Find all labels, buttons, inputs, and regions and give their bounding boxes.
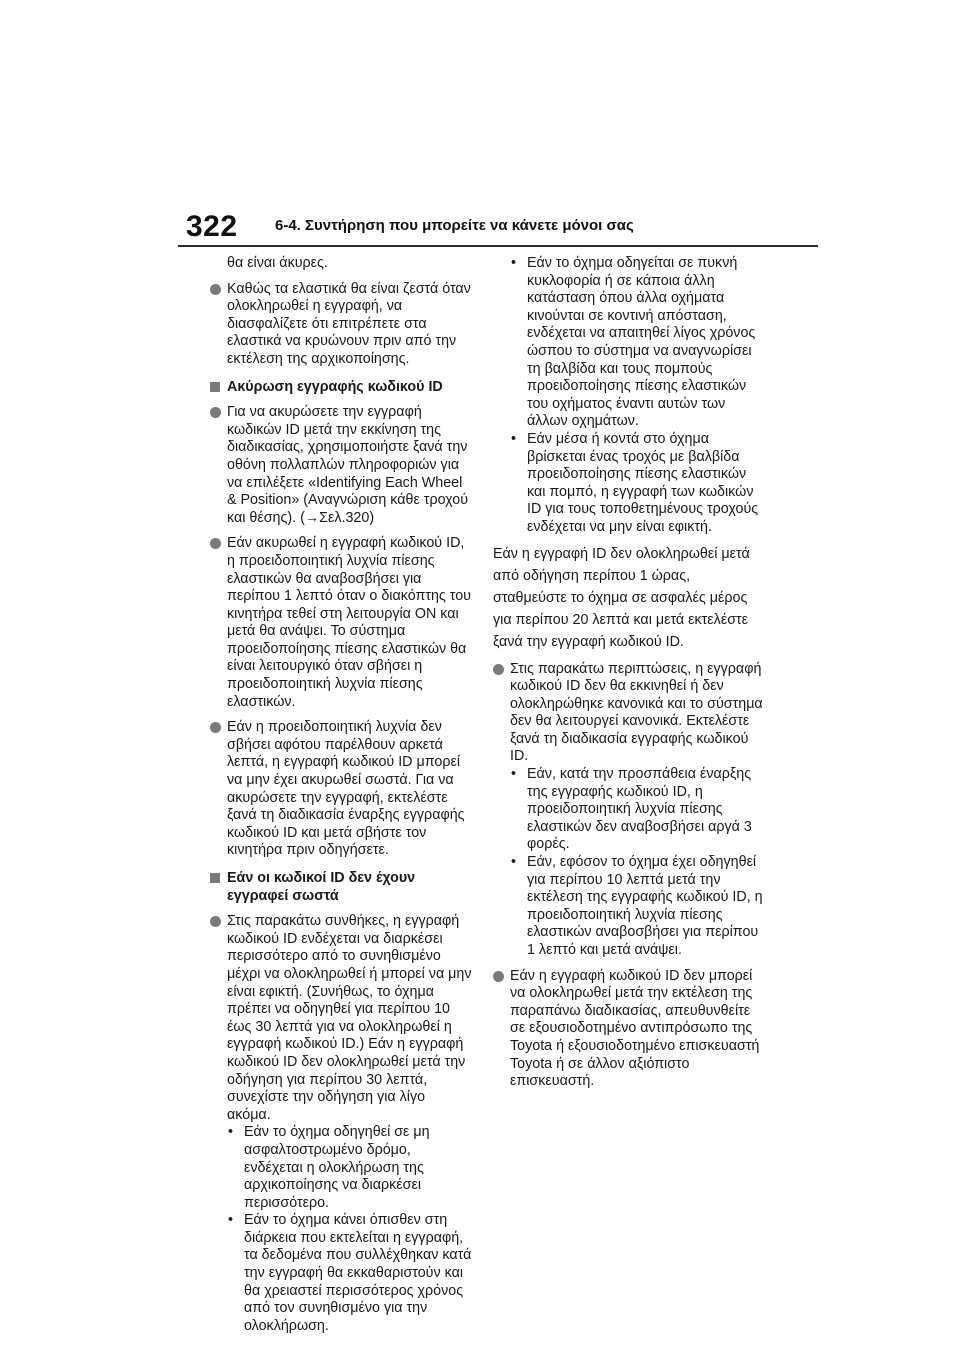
sub-item-reverse <box>210 1212 472 1335</box>
sub-bullet-marker: • <box>228 1212 234 1229</box>
bullet-situations <box>493 661 763 767</box>
bullet-cancel <box>210 404 472 527</box>
bullet-text: Καθώς τα ελαστικά θα είναι ζεστά όταν ολοκληρωθεί η εγγραφή, να διασφαλίζετε ότι επιτρέπετε στα ελαστικά να κρυώνουν πριν από την εκτέλεση της αρχικοποίησης. <box>227 280 471 367</box>
bullet-lamp-not-off <box>210 719 472 860</box>
section-title: 6-4. Συντήρηση που μπορείτε να κάνετε μόνοι σας <box>275 217 634 234</box>
sub-text: Εάν μέσα ή κοντά στο όχημα βρίσκεται ένας τροχός με βαλβίδα προειδοποίησης πίεσης ελαστικών και πομπό, η εγγραφή των κωδικών ID για τους τοποθετημένους τροχούς ενδέχεται να μην είναι εφικτή. <box>527 430 759 535</box>
bullet-text: Εάν η εγγραφή κωδικού ID δεν μπορεί να ολοκληρωθεί μετά την εκτέλεση της παραπάνω διαδικασίας, απευθυνθείτε σε εξουσιοδοτημένο αντιπρόσωπο της Toyota ή εξουσιοδοτημένο επισκευαστή Toyota ή σε άλλον αξιόπιστο επισκευαστή. <box>510 967 760 1090</box>
bullet-dot-icon <box>210 538 221 549</box>
bullet-conditions <box>210 913 472 1124</box>
bullet-text: Εάν ακυρωθεί η εγγραφή κωδικού ID, η προειδοποιητική λυχνία πίεσης ελαστικών θα αναβοσβήσει για περίπου 1 λεπτό όταν ο διακόπτης του κινητήρα τεθεί στη λειτουργία ON και μετά θα ανάψει. Το σύστημα προειδοποίησης πίεσης ελαστικών θα είναι λειτουργικό όταν σβήσει η προειδοποιητική λυχνία πίεσης ελαστικών. <box>227 535 471 710</box>
sub-bullet-marker: • <box>511 766 517 783</box>
sub-text: Εάν το όχημα οδηγηθεί σε μη ασφαλτοστρωμένο δρόμο, ενδέχεται η ολοκλήρωση της αρχικοποίησης να διαρκέσει περισσότερο. <box>244 1124 430 1211</box>
bullet-hot-tires <box>210 281 472 369</box>
bullet-toyota <box>493 968 763 1091</box>
heading-text: Εάν οι κωδικοί ID δεν έχουν εγγραφεί σωστά <box>227 870 416 904</box>
sub-text: Εάν, εφόσον το όχημα έχει οδηγηθεί για περίπου 10 λεπτά μετά την εκτέλεση της εγγραφής κωδικού ID, η προειδοποιητική λυχνία πίεσης ελαστικών αναβοσβήσει για περίπου 1 λεπτό και μετά ανάψει. <box>527 854 763 958</box>
sub-text: Εάν το όχημα κάνει όπισθεν στη διάρκεια που εκτελείται η εγγραφή, τα δεδομένα που συλλέχθηκαν κατά την εγγραφή θα εκκαθαριστούν και θα χρειαστεί περισσότερος χρόνος από τον συνηθισμένο για την ολοκλήρωση. <box>244 1212 472 1334</box>
sub-item-after-drive <box>493 854 763 960</box>
sub-item-no-blink <box>493 766 763 854</box>
sub-text: Εάν το όχημα οδηγείται σε πυκνή κυκλοφορία ή σε κάποια άλλη κατάσταση όπου άλλα οχήματα κινούνται σε κοντινή απόσταση, ενδέχεται να απαιτηθεί λίγος χρόνος ώσπου το σύστημα να αναγνωρίσει τη βαλβίδα και τους πομπούς προειδοποίησης πίεσης ελαστικών του οχήματος έναντι αυτών των άλλων οχημάτων. <box>527 255 756 430</box>
bullet-dot-icon <box>210 407 221 418</box>
intro-text: θα είναι άκυρες. <box>227 255 328 271</box>
bullet-dot-icon <box>210 722 221 733</box>
bullet-dot-icon <box>210 916 221 927</box>
bullet-cancelled <box>210 535 472 711</box>
heading-text: Ακύρωση εγγραφής κωδικού ID <box>227 378 443 395</box>
square-marker-icon <box>210 382 220 392</box>
heading-not-registered <box>210 870 472 905</box>
paragraph-one-hour: Εάν η εγγραφή ID δεν ολοκληρωθεί μετά από οδήγηση περίπου 1 ώρας, σταθμεύστε το όχημα σε ασφαλές μέρος για περίπου 20 λεπτά και μετά εκτελέστε ξανά την εγγραφή κωδικού ID. <box>493 545 750 650</box>
right-column <box>493 255 763 1091</box>
square-marker-icon <box>210 873 220 883</box>
bullet-dot-icon <box>210 284 221 295</box>
page-number: 322 <box>186 210 238 243</box>
bullet-text: Στις παρακάτω περιπτώσεις, η εγγραφή κωδικού ID δεν θα εκκινηθεί ή δεν ολοκληρώθηκε κανονικά και το σύστημα δεν θα λειτουργεί κανονικά. Εκτελέστε ξανά τη διαδικασία εγγραφής κωδικού ID. <box>510 660 763 765</box>
sub-item-wheel-inside <box>493 431 763 537</box>
bullet-dot-icon <box>493 971 504 982</box>
sub-bullet-marker: • <box>511 255 517 271</box>
header-rule <box>178 245 818 247</box>
bullet-text: Για να ακυρώσετε την εγγραφή κωδικών ID μετά την εκκίνηση της διαδικασίας, χρησιμοποιήστε ξανά την οθόνη πολλαπλών πληροφοριών για να επιλέξετε «Identifying Each Wheel & Position» (Αναγνώριση κάθε τροχού και θέσης). (→Σελ.320) <box>227 404 469 526</box>
bullet-text: Στις παρακάτω συνθήκες, η εγγραφή κωδικού ID ενδέχεται να διαρκέσει περισσότερο από το συνηθισμένο μέχρι να ολοκληρωθεί ή μπορεί να μην είναι εφικτή. (Συνήθως, το όχημα πρέπει να οδηγηθεί για περίπου 10 έως 30 λεπτά για να ολοκληρωθεί η εγγραφή κωδικού ID.) Εάν η εγγραφή κωδικού ID δεν ολοκληρωθεί μετά την οδήγηση για περίπου 30 λεπτά, συνεχίστε την οδήγηση για λίγο ακόμα. <box>227 913 472 1123</box>
bullet-dot-icon <box>493 664 504 675</box>
heading-cancel-registration <box>210 379 472 397</box>
sub-item-unpaved <box>210 1124 472 1212</box>
left-column <box>210 255 472 1335</box>
sub-bullet-marker: • <box>511 430 517 447</box>
page-header <box>0 0 960 250</box>
sub-bullet-marker: • <box>511 854 517 871</box>
sub-item-traffic <box>493 255 763 431</box>
sub-text: Εάν, κατά την προσπάθεια έναρξης της εγγραφής κωδικού ID, η προειδοποιητική λυχνία πίεσης ελαστικών δεν αναβοσβήσει αργά 3 φορές. <box>527 766 752 853</box>
bullet-text: Εάν η προειδοποιητική λυχνία δεν σβήσει αφότου παρέλθουν αρκετά λεπτά, η εγγραφή κωδικού ID μπορεί να μην έχει ακυρωθεί σωστά. Για να ακυρώσετε την εγγραφή, εκτελέστε ξανά τη διαδικασία έναρξης εγγραφής κωδικού ID και μετά σβήστε τον κινητήρα πριν οδηγήσετε. <box>227 719 465 859</box>
sub-bullet-marker: • <box>228 1124 234 1141</box>
